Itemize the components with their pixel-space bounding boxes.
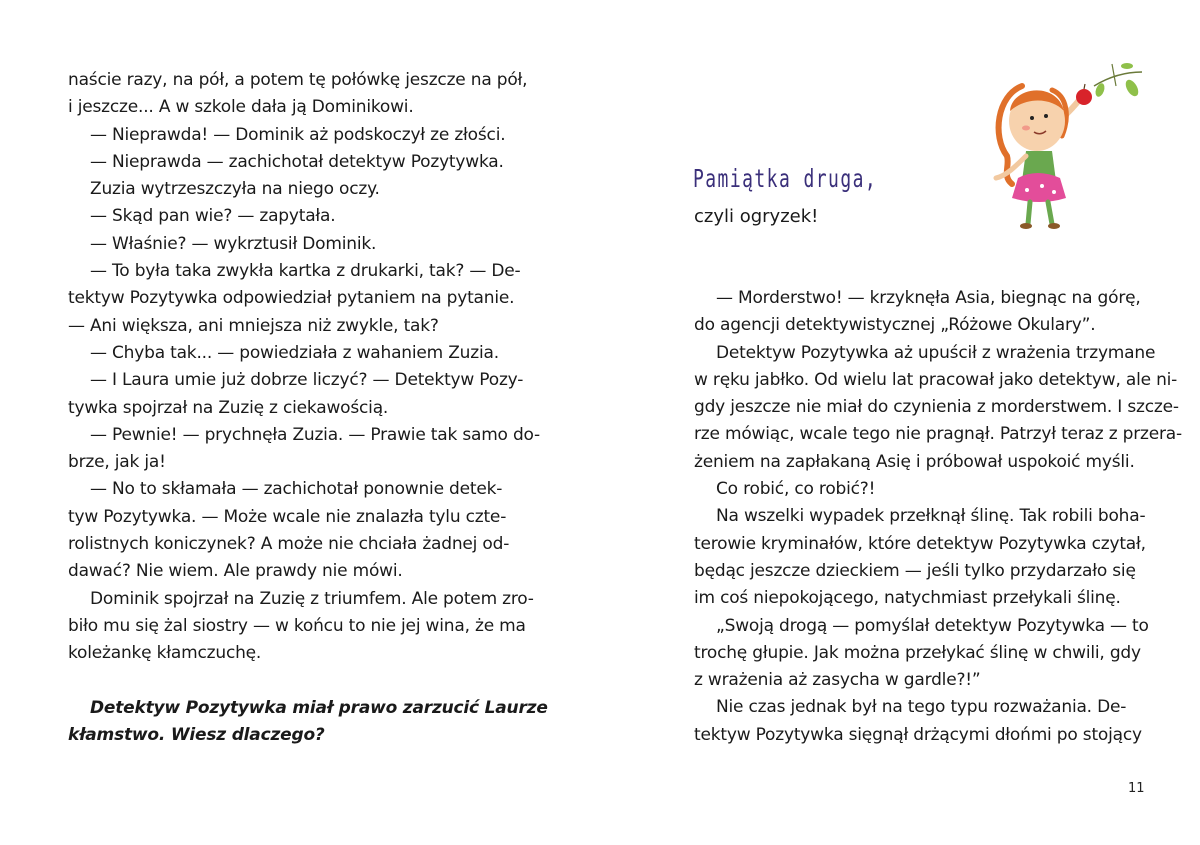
text-line: tektyw Pozytywka odpowiedział pytaniem na pytanie. bbox=[68, 288, 515, 309]
text-line: — Właśnie? — wykrztusił Dominik. bbox=[90, 233, 377, 254]
text-line: im coś niepokojącego, natychmiast przełykali ślinę. bbox=[694, 588, 1121, 609]
right-page bbox=[600, 0, 1200, 845]
text-line: dawać? Nie wiem. Ale prawdy nie mówi. bbox=[68, 561, 403, 582]
text-line: tyw Pozytywka. — Może wcale nie znalazła tylu czte- bbox=[68, 506, 507, 527]
text-line: „Swoją drogą — pomyślał detektyw Pozytywka — to bbox=[716, 615, 1149, 636]
text-line: brze, jak ja! bbox=[68, 452, 166, 473]
reader-question: kłamstwo. Wiesz dlaczego? bbox=[68, 724, 325, 745]
text-line: Zuzia wytrzeszczyła na niego oczy. bbox=[90, 179, 380, 200]
text-line: — Chyba tak... — powiedziała z wahaniem Zuzia. bbox=[90, 342, 499, 363]
text-line: żeniem na zapłakaną Asię i próbował uspokoić myśli. bbox=[694, 451, 1135, 472]
text-line: — Skąd pan wie? — zapytała. bbox=[90, 206, 336, 227]
text-line: Co robić, co robić?! bbox=[716, 479, 876, 500]
text-line: będąc jeszcze dzieckiem — jeśli tylko przydarzało się bbox=[694, 560, 1136, 581]
text-line: — Morderstwo! — krzyknęła Asia, biegnąc na górę, bbox=[716, 288, 1141, 308]
page-number: 11 bbox=[1128, 781, 1145, 796]
text-line: naście razy, na pół, a potem tę połówkę jeszcze na pół, bbox=[68, 70, 528, 90]
chapter-title: Pamiątka druga, bbox=[693, 164, 878, 193]
text-line: tywka spojrzał na Zuzię z ciekawością. bbox=[68, 397, 389, 418]
text-line: terowie kryminałów, które detektyw Pozytywka czytał, bbox=[694, 533, 1146, 554]
text-line: — Nieprawda! — Dominik aż podskoczył ze złości. bbox=[90, 124, 506, 145]
text-line: Detektyw Pozytywka aż upuścił z wrażenia trzymane bbox=[716, 342, 1156, 363]
text-line: do agencji detektywistycznej „Różowe Okulary”. bbox=[694, 315, 1096, 336]
paragraph-gap bbox=[68, 668, 506, 695]
right-page-text bbox=[694, 285, 1182, 749]
chapter-subtitle: czyli ogryzek! bbox=[694, 206, 819, 227]
text-line: rolistnych koniczynek? A może nie chciała żadnej od- bbox=[68, 534, 510, 555]
reader-question: Detektyw Pozytywka miał prawo zarzucić Laurze bbox=[90, 697, 548, 718]
text-line: Nie czas jednak był na tego typu rozważania. De- bbox=[716, 697, 1127, 718]
text-line: tektyw Pozytywka sięgnął drżącymi dłońmi po stojący bbox=[694, 724, 1142, 745]
left-page-text bbox=[68, 67, 548, 749]
text-line: Na wszelki wypadek przełknął ślinę. Tak robili boha- bbox=[716, 506, 1146, 527]
text-line: — Pewnie! — prychnęła Zuzia. — Prawie tak samo do- bbox=[90, 424, 540, 445]
text-line: trochę głupie. Jak można przełykać ślinę w chwili, gdy bbox=[694, 642, 1141, 663]
text-line: Dominik spojrzał na Zuzię z triumfem. Ale potem zro- bbox=[90, 588, 534, 609]
text-line: z wrażenia aż zasycha w gardle?!” bbox=[694, 670, 981, 691]
text-line: koleżankę kłamczuchę. bbox=[68, 643, 262, 664]
text-line: biło mu się żal siostry — w końcu to nie jej wina, że ma bbox=[68, 615, 526, 636]
text-line: — Ani większa, ani mniejsza niż zwykle, tak? bbox=[68, 315, 439, 336]
text-line: rze mówiąc, wcale tego nie pragnął. Patrzył teraz z przera- bbox=[694, 424, 1182, 445]
text-line: — To była taka zwykła kartka z drukarki, tak? — De- bbox=[90, 261, 521, 282]
text-line: — Nieprawda — zachichotał detektyw Pozytywka. bbox=[90, 151, 504, 172]
text-line: w ręku jabłko. Od wielu lat pracował jako detektyw, ale ni- bbox=[694, 369, 1178, 390]
girl-with-apple-illustration bbox=[982, 56, 1152, 231]
text-line: i jeszcze... A w szkole dała ją Dominikowi. bbox=[68, 97, 414, 118]
text-line: — No to skłamała — zachichotał ponownie detek- bbox=[90, 479, 503, 500]
text-line: gdy jeszcze nie miał do czynienia z morderstwem. I szcze- bbox=[694, 397, 1179, 418]
text-line: — I Laura umie już dobrze liczyć? — Detektyw Pozy- bbox=[90, 370, 524, 391]
